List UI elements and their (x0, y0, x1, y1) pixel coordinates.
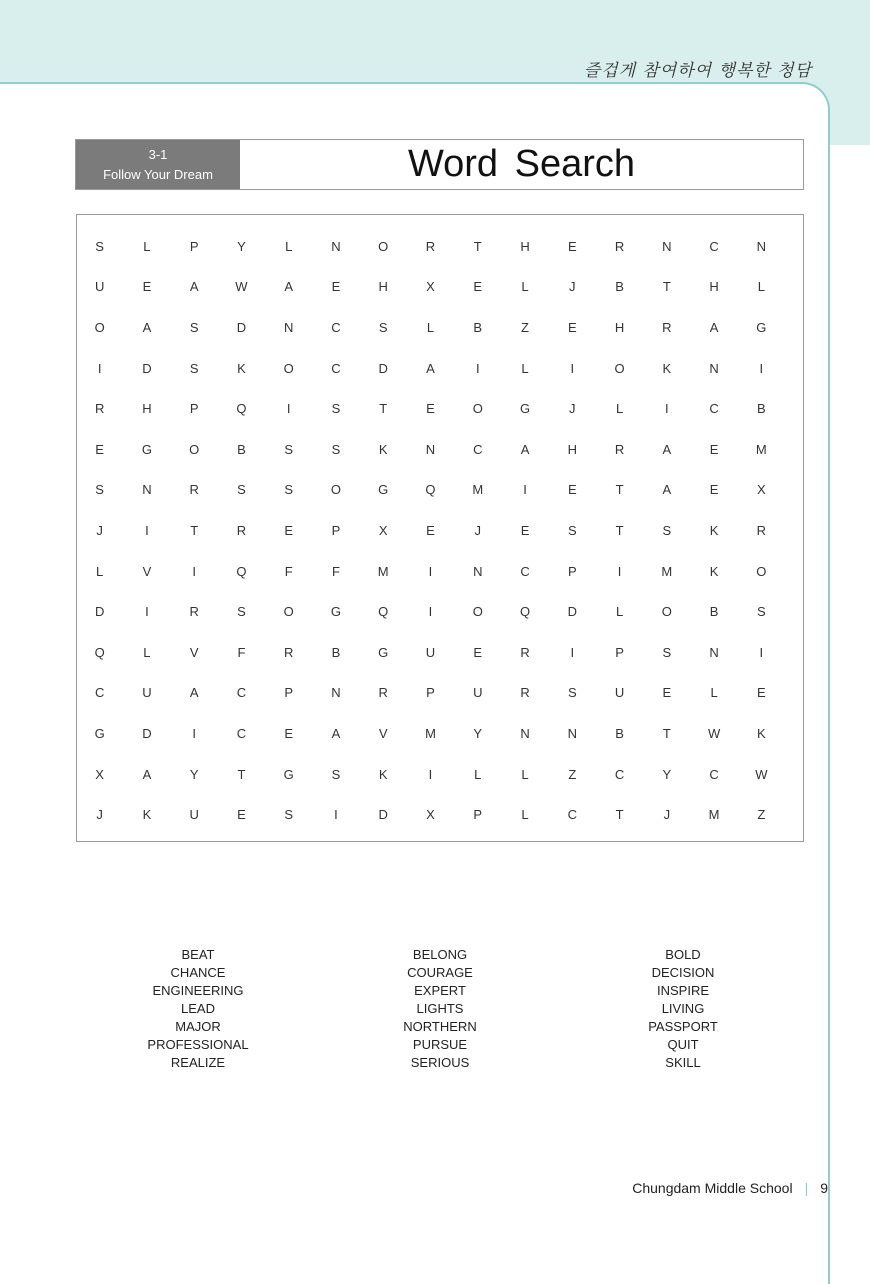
grid-letter: P (331, 522, 341, 538)
grid-letter: T (615, 522, 624, 538)
grid-letter: I (665, 401, 669, 417)
grid-letter: U (473, 685, 483, 701)
word-list-item: PROFESSIONAL (147, 1037, 249, 1052)
grid-letter: N (473, 563, 483, 579)
grid-letter: Z (568, 766, 577, 782)
grid-letter: D (567, 604, 577, 620)
grid-letter: L (521, 766, 529, 782)
word-list-item: PURSUE (412, 1037, 468, 1052)
grid-letter: Q (236, 401, 247, 417)
grid-letter: P (615, 644, 624, 660)
grid-letter: T (473, 238, 482, 254)
word-list-item: SERIOUS (410, 1055, 470, 1070)
word-list-item: SKILL (665, 1055, 701, 1070)
grid-letter: Q (236, 563, 247, 579)
grid-letter: O (614, 360, 625, 376)
grid-letter: U (614, 685, 625, 701)
grid-letter: E (709, 482, 719, 498)
grid-letter: I (617, 563, 622, 579)
grid-letter: D (142, 360, 152, 376)
grid-letter: M (661, 563, 673, 579)
grid-letter: L (143, 644, 151, 660)
grid-letter: S (567, 522, 577, 538)
grid-letter: K (142, 807, 152, 823)
grid-letter: S (757, 604, 766, 620)
grid-letter: S (189, 319, 199, 335)
grid-letter: H (567, 441, 577, 457)
grid-letter: X (757, 482, 766, 498)
grid-letter: L (426, 319, 435, 335)
grid-letter: P (567, 563, 577, 579)
grid-letter: W (707, 725, 721, 741)
word-list-item: BEAT (181, 947, 215, 962)
word-list-item: REALIZE (170, 1055, 226, 1070)
grid-letter: E (520, 522, 530, 538)
grid-letter: E (662, 685, 672, 701)
grid-letter: I (286, 401, 291, 417)
grid-letter: M (708, 807, 720, 823)
grid-letter: S (662, 644, 672, 660)
word-list-column-2 (340, 946, 540, 1072)
grid-letter: P (189, 401, 199, 417)
grid-letter: J (569, 401, 576, 417)
grid-letter: J (96, 522, 103, 538)
grid-letter: O (94, 319, 105, 335)
grid-letter: A (142, 319, 152, 335)
grid-letter: R (236, 522, 247, 538)
grid-letter: J (474, 522, 481, 538)
grid-letter: G (378, 644, 389, 660)
word-list-item: ENGINEERING (152, 983, 244, 998)
grid-letter: B (757, 401, 766, 417)
grid-letter: A (662, 482, 672, 498)
grid-letter: A (662, 441, 672, 457)
grid-letter: F (284, 563, 293, 579)
grid-letter: R (520, 644, 530, 660)
grid-letter: N (284, 319, 294, 335)
grid-letter: U (94, 279, 105, 295)
grid-letter: A (426, 360, 435, 376)
grid-letter: E (426, 522, 435, 538)
grid-letter: E (567, 482, 577, 498)
grid-letter: O (472, 401, 483, 417)
grid-letter: E (142, 279, 152, 295)
grid-letter: P (189, 238, 199, 254)
grid-letter: E (95, 441, 104, 457)
grid-letter: Y (237, 238, 246, 254)
grid-letter: M (425, 725, 436, 741)
grid-letter: N (331, 238, 341, 254)
grid-letter: R (520, 685, 530, 701)
grid-letter: E (567, 319, 577, 335)
grid-letter: Q (94, 644, 105, 660)
title-box (75, 139, 804, 190)
grid-letter: I (145, 604, 149, 620)
grid-letter: I (570, 360, 575, 376)
grid-letter: S (331, 401, 341, 417)
grid-letter: M (472, 482, 484, 498)
word-list-item: EXPERT (414, 983, 466, 998)
grid-letter: M (755, 441, 767, 457)
grid-letter: O (330, 482, 342, 498)
grid-letter: N (331, 685, 341, 701)
grid-letter: H (614, 319, 625, 335)
grid-letter: K (709, 522, 719, 538)
grid-letter: A (189, 685, 199, 701)
grid-letter: T (615, 482, 624, 498)
grid-letter: F (331, 563, 340, 579)
grid-letter: S (331, 441, 341, 457)
school-name: Chungdam Middle School (632, 1180, 793, 1196)
grid-letter: X (426, 279, 435, 295)
grid-letter: C (94, 685, 105, 701)
grid-letter: R (614, 238, 625, 254)
word-list-column-1 (98, 946, 298, 1072)
grid-letter: R (284, 644, 294, 660)
grid-letter: B (615, 279, 624, 295)
grid-letter: T (662, 279, 671, 295)
grid-letter: S (284, 482, 294, 498)
grid-letter: P (284, 685, 294, 701)
grid-letter: R (94, 401, 105, 417)
grid-letter: R (756, 522, 767, 538)
grid-letter: X (426, 807, 435, 823)
word-list-item: LEAD (181, 1001, 215, 1016)
grid-letter: C (709, 766, 719, 782)
grid-letter: U (142, 685, 152, 701)
word-list-item: MAJOR (175, 1019, 221, 1034)
grid-letter: L (285, 238, 293, 254)
grid-letter: V (189, 644, 199, 660)
grid-letter: D (378, 360, 388, 376)
grid-letter: A (142, 766, 152, 782)
grid-letter: I (192, 725, 196, 741)
word-list-column-3 (583, 946, 783, 1072)
grid-letter: V (142, 563, 152, 579)
grid-letter: T (615, 807, 624, 823)
grid-letter: H (520, 238, 530, 254)
grid-letter: W (755, 766, 768, 782)
grid-letter: L (757, 279, 765, 295)
grid-letter: G (141, 441, 152, 457)
grid-letter: N (142, 482, 152, 498)
grid-letter: E (709, 441, 719, 457)
grid-letter: A (331, 725, 341, 741)
grid-letter: I (523, 482, 527, 498)
grid-letter: O (378, 238, 389, 254)
grid-letter: C (614, 766, 625, 782)
grid-letter: L (710, 685, 718, 701)
grid-letter: K (757, 725, 766, 741)
grid-letter: S (284, 807, 294, 823)
grid-letter: I (428, 766, 433, 782)
grid-letter: L (521, 360, 529, 376)
grid-letter: I (759, 644, 764, 660)
grid-letter: C (709, 238, 719, 254)
grid-letter: H (378, 279, 388, 295)
word-list-item: INSPIRE (656, 983, 709, 998)
school-slogan: 즐겁게 참여하여 행복한 청담 (583, 61, 812, 81)
grid-letter: L (474, 766, 482, 782)
grid-letter: S (662, 522, 672, 538)
grid-letter: G (94, 725, 105, 741)
grid-letter: G (756, 319, 767, 335)
grid-letter: L (521, 807, 529, 823)
grid-letter: R (378, 685, 388, 701)
grid-letter: G (330, 604, 342, 620)
word-list-item: DECISION (651, 965, 715, 980)
grid-letter: H (709, 279, 719, 295)
grid-letter: T (237, 766, 246, 782)
word-list-item: LIVING (661, 1001, 705, 1016)
grid-letter: A (520, 441, 530, 457)
grid-letter: A (284, 279, 294, 295)
grid-letter: S (95, 238, 104, 254)
grid-letter: O (661, 604, 672, 620)
grid-letter: N (756, 238, 767, 254)
unit-number: 3-1 (148, 146, 168, 162)
grid-letter: C (331, 360, 341, 376)
grid-letter: D (94, 604, 105, 620)
grid-letter: N (425, 441, 436, 457)
grid-letter: R (425, 238, 436, 254)
grid-letter: S (567, 685, 577, 701)
lesson-tab (76, 140, 240, 189)
grid-letter: O (189, 441, 200, 457)
grid-letter: H (142, 401, 152, 417)
grid-letter: B (615, 725, 624, 741)
grid-letter: I (570, 644, 575, 660)
word-list-item: BELONG (412, 947, 468, 962)
grid-letter: I (428, 563, 433, 579)
grid-letter: B (709, 604, 719, 620)
grid-letter: C (520, 563, 530, 579)
grid-letter: L (143, 238, 151, 254)
grid-letter: R (662, 319, 672, 335)
footer-divider: | (804, 1180, 809, 1196)
grid-letter: S (237, 482, 246, 498)
lesson-title: Follow Your Dream (103, 166, 213, 182)
grid-letter: E (331, 279, 341, 295)
grid-letter: S (189, 360, 199, 376)
grid-letter: P (473, 807, 483, 823)
grid-letter: Q (519, 604, 531, 620)
page-title: Word Search (407, 143, 636, 185)
word-list-item: CHANCE (170, 965, 226, 980)
grid-letter: E (284, 522, 294, 538)
grid-letter: L (521, 279, 529, 295)
grid-letter: L (96, 563, 104, 579)
page-number: 9 (820, 1180, 828, 1196)
grid-letter: K (237, 360, 246, 376)
grid-letter: O (756, 563, 767, 579)
grid-letter: O (472, 604, 483, 620)
grid-letter: N (709, 644, 719, 660)
grid-letter: U (425, 644, 436, 660)
grid-letter: E (473, 279, 483, 295)
word-list-item: NORTHERN (403, 1019, 477, 1034)
grid-letter: E (426, 401, 435, 417)
grid-letter: I (428, 604, 433, 620)
grid-letter: C (473, 441, 483, 457)
grid-letter: D (236, 319, 247, 335)
grid-letter: C (236, 725, 247, 741)
grid-letter: J (569, 279, 576, 295)
grid-letter: F (237, 644, 246, 660)
grid-letter: N (709, 360, 719, 376)
grid-letter: X (95, 766, 104, 782)
grid-letter: E (284, 725, 294, 741)
grid-letter: T (190, 522, 199, 538)
grid-letter: I (475, 360, 480, 376)
grid-letter: J (663, 807, 671, 823)
grid-letter: J (96, 807, 103, 823)
grid-letter: K (378, 766, 388, 782)
grid-letter: B (331, 644, 341, 660)
grid-letter: Q (378, 604, 389, 620)
grid-letter: S (284, 441, 294, 457)
grid-letter: E (567, 238, 577, 254)
grid-letter: Y (473, 725, 483, 741)
grid-letter: P (426, 685, 435, 701)
grid-letter: I (334, 807, 338, 823)
grid-letter: C (236, 685, 247, 701)
grid-letter: L (615, 604, 624, 620)
grid-letter: R (614, 441, 625, 457)
grid-letter: S (331, 766, 341, 782)
word-list-item: BOLD (665, 947, 701, 962)
grid-letter: I (97, 360, 102, 376)
word-list-item: LIGHTS (416, 1001, 464, 1016)
grid-letter: V (378, 725, 388, 741)
grid-letter: Y (662, 766, 672, 782)
grid-letter: W (235, 279, 248, 295)
grid-letter: I (759, 360, 764, 376)
grid-letter: B (237, 441, 246, 457)
grid-letter: D (378, 807, 388, 823)
grid-letter: I (145, 522, 149, 538)
grid-letter: A (189, 279, 199, 295)
grid-letter: Y (189, 766, 199, 782)
grid-letter: E (757, 685, 766, 701)
grid-letter: S (95, 482, 104, 498)
grid-letter: M (377, 563, 389, 579)
word-list-item: PASSPORT (648, 1019, 718, 1034)
grid-letter: G (283, 766, 294, 782)
grid-letter: E (237, 807, 246, 823)
grid-letter: R (189, 604, 199, 620)
grid-letter: K (378, 441, 388, 457)
grid-letter: U (189, 807, 199, 823)
grid-letter: D (142, 725, 152, 741)
word-list-item: QUIT (667, 1037, 699, 1052)
grid-letter: Q (425, 482, 436, 498)
grid-letter: N (567, 725, 577, 741)
grid-letter: I (192, 563, 196, 579)
grid-letter: T (379, 401, 388, 417)
grid-letter: N (662, 238, 672, 254)
word-list-item: COURAGE (407, 965, 473, 980)
grid-letter: N (520, 725, 530, 741)
grid-letter: E (473, 644, 483, 660)
grid-letter: K (662, 360, 672, 376)
grid-letter: G (378, 482, 389, 498)
grid-letter: T (662, 725, 671, 741)
grid-letter: C (331, 319, 341, 335)
page-footer (632, 1180, 828, 1196)
grid-letter: S (237, 604, 246, 620)
grid-letter: X (378, 522, 388, 538)
grid-letter: O (283, 360, 294, 376)
grid-letter: G (519, 401, 531, 417)
grid-letter: B (473, 319, 483, 335)
grid-letter: C (567, 807, 577, 823)
grid-letter: A (709, 319, 719, 335)
grid-letter: O (283, 604, 294, 620)
grid-letter: S (378, 319, 388, 335)
word-search-grid (76, 226, 785, 835)
grid-letter: K (709, 563, 719, 579)
grid-letter: Z (757, 807, 766, 823)
grid-letter: Z (521, 319, 529, 335)
grid-letter: C (709, 401, 719, 417)
grid-letter: L (615, 401, 624, 417)
grid-letter: R (189, 482, 199, 498)
